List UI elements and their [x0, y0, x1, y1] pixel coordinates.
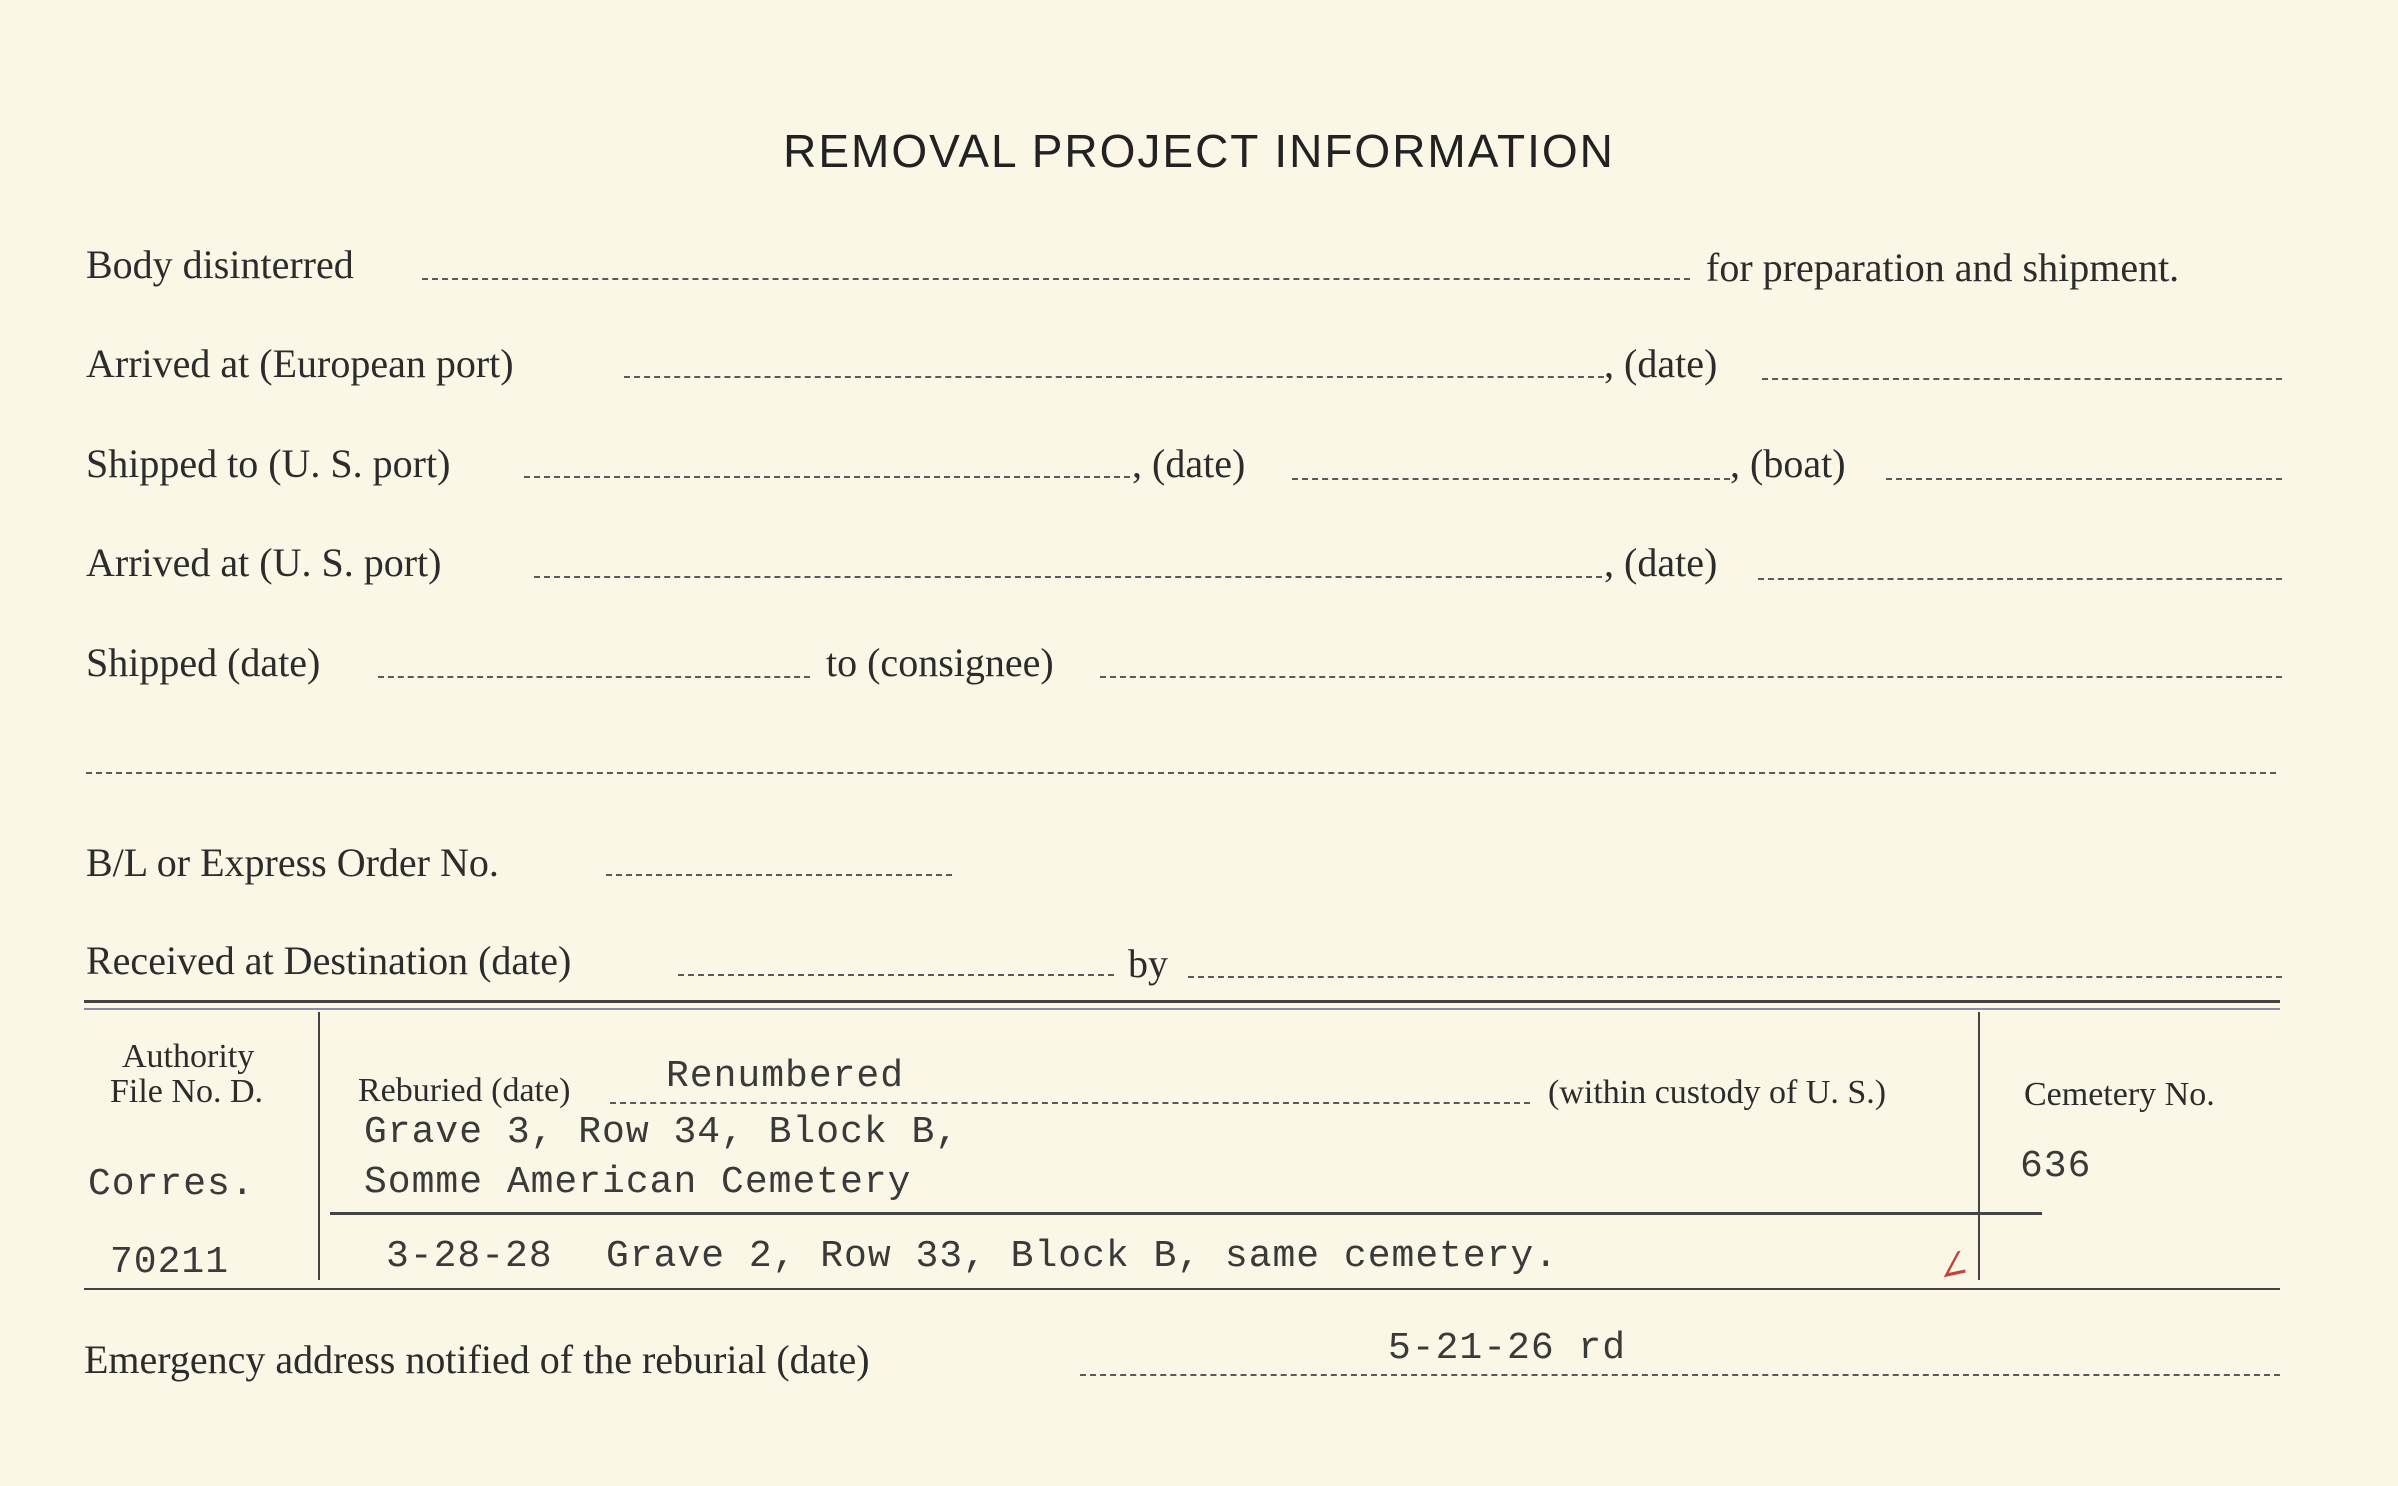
consignee-continuation-field[interactable]	[86, 772, 2276, 774]
consignee-field[interactable]	[1100, 676, 2282, 678]
arrived-us-date-field[interactable]	[1758, 578, 2282, 580]
shipped-date-label: , (date)	[1132, 441, 1246, 486]
shipped-to-us-port-label: Shipped to (U. S. port)	[86, 441, 451, 486]
body-disinterred-field[interactable]	[422, 278, 1690, 280]
to-consignee-label: to (consignee)	[826, 640, 1054, 685]
section-divider-top	[84, 1000, 2280, 1003]
received-by-label: by	[1128, 941, 1168, 986]
bl-express-order-label: B/L or Express Order No.	[86, 840, 499, 885]
received-date-field[interactable]	[678, 974, 1114, 976]
file-no-label: File No. D.	[110, 1073, 263, 1110]
file-number: 70211	[110, 1241, 230, 1284]
shipped-date-row-label: Shipped (date)	[86, 640, 321, 685]
emergency-date-value: 5-21-26 rd	[1388, 1327, 1627, 1370]
reburial-entry-date: 3-28-28	[386, 1235, 553, 1278]
arrived-us-date-label: , (date)	[1604, 540, 1718, 585]
authority-label: Authority	[122, 1038, 255, 1075]
red-check-mark: ∠	[1931, 1240, 1974, 1292]
european-date-field[interactable]	[1762, 378, 2282, 380]
european-date-label: , (date)	[1604, 341, 1718, 386]
for-preparation-label: for preparation and shipment.	[1706, 245, 2180, 290]
body-disinterred-label: Body disinterred	[86, 242, 354, 287]
cemetery-number: 636	[2020, 1145, 2092, 1188]
arrived-us-port-field[interactable]	[534, 576, 1602, 578]
arrived-us-port-label: Arrived at (U. S. port)	[86, 540, 442, 585]
section-divider-bottom	[84, 1008, 2280, 1010]
bl-express-order-field[interactable]	[606, 874, 952, 876]
authority-column-divider	[318, 1012, 320, 1280]
shipped-us-date-field[interactable]	[1292, 478, 1730, 480]
boat-field[interactable]	[1886, 478, 2282, 480]
reburied-date-label: Reburied (date)	[358, 1072, 571, 1109]
grave-location-line2: Somme American Cemetery	[364, 1161, 912, 1204]
within-custody-label: (within custody of U. S.)	[1548, 1074, 1887, 1111]
us-port-field[interactable]	[524, 476, 1130, 478]
cemetery-no-label: Cemetery No.	[2024, 1076, 2215, 1113]
cemetery-column-divider	[1978, 1012, 1980, 1280]
emergency-date-field[interactable]	[1080, 1374, 2280, 1376]
reburial-entry-text: Grave 2, Row 33, Block B, same cemetery.	[606, 1235, 1559, 1278]
received-by-field[interactable]	[1188, 976, 2282, 978]
corres-label: Corres.	[88, 1163, 255, 1206]
arrived-european-port-label: Arrived at (European port)	[86, 341, 514, 386]
european-port-field[interactable]	[624, 376, 1604, 378]
page-title: REMOVAL PROJECT INFORMATION	[783, 125, 1615, 177]
reburial-entry-divider	[330, 1212, 2042, 1215]
boat-label: , (boat)	[1730, 441, 1846, 486]
reburied-value: Renumbered	[666, 1055, 905, 1098]
reburied-date-field[interactable]	[610, 1102, 1530, 1104]
received-destination-label: Received at Destination (date)	[86, 938, 572, 983]
grave-location-line1: Grave 3, Row 34, Block B,	[364, 1111, 960, 1154]
emergency-address-label: Emergency address notified of the reburial (date)	[84, 1337, 870, 1382]
shipped-date-field[interactable]	[378, 676, 810, 678]
